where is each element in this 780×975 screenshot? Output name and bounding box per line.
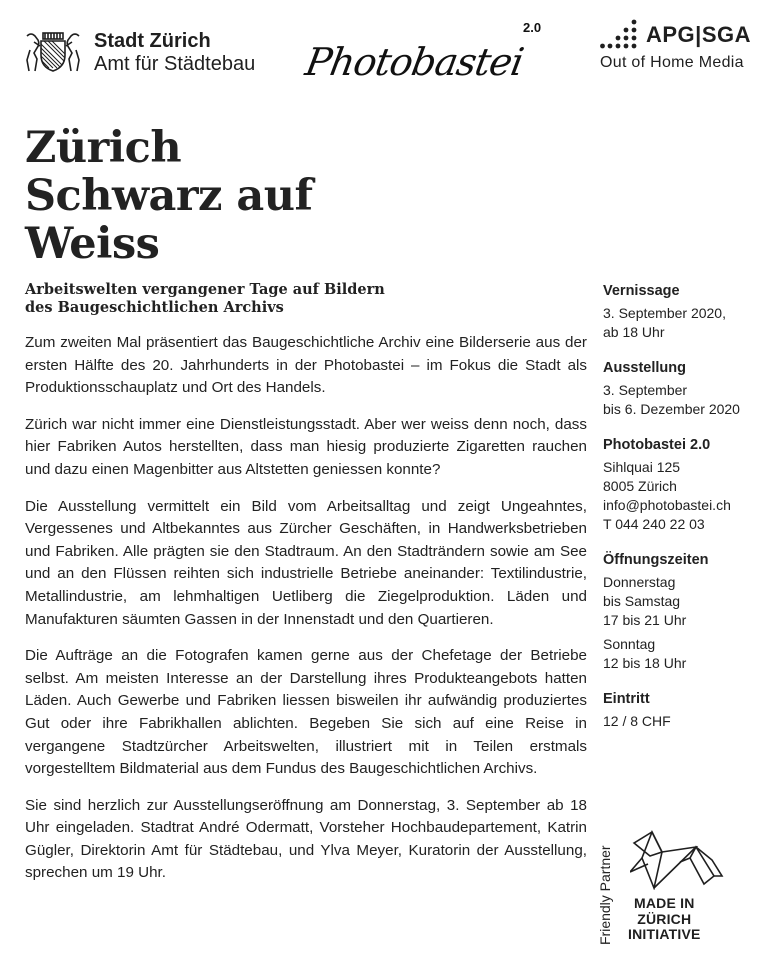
photobastei-logo (300, 18, 560, 92)
title-line-3: Weiss (25, 219, 160, 269)
ausstellung-end: bis 6. Dezember 2020 (603, 401, 740, 417)
body-text (25, 332, 587, 899)
admission-price: 12 / 8 CHF (603, 713, 671, 729)
stadt-zuerich-logo (24, 30, 255, 74)
hours-weekday-2: bis Samstag (603, 593, 681, 609)
hours-sunday-time: 12 bis 18 Uhr (603, 655, 687, 671)
subtitle (25, 281, 385, 317)
hours-heading: Öffnungszeiten (603, 552, 709, 568)
venue-phone: T 044 240 22 03 (603, 516, 705, 532)
apg-sga-logo (600, 18, 751, 72)
ausstellung-start: 3. September (603, 382, 688, 398)
miz-line-1: MADE IN (634, 895, 695, 911)
hours-block (603, 551, 773, 673)
made-in-zurich-logo (628, 896, 701, 943)
vernissage-block (603, 282, 773, 342)
page-title (25, 124, 313, 268)
admission-heading: Eintritt (603, 691, 650, 707)
venue-email-link[interactable]: info@photobastei.ch (603, 497, 731, 513)
zurich-crest-icon (24, 30, 82, 74)
info-sidebar (603, 282, 773, 748)
hours-weekday-1: Donnerstag (603, 574, 676, 590)
photobastei-script: Photobastei (302, 40, 527, 84)
venue-block (603, 436, 773, 534)
subtitle-line-2: des Baugeschichtlichen Archivs (25, 299, 284, 316)
paragraph: Die Aufträge an die Fotografen kamen gerne aus der Chefetage der Betriebe selbst. Am meisten Interesse an der Darstellung ihres Produkteangebots hatten Läden. Auch Gewerbe und Fabriken liessen bisweilen ihr aufwändig produziertes Gut oder ihre Fabrikhallen ablichten. Begeben Sie sich auf eine Reise in vergangene Stadtzürcher Arbeitswelten, illustriert mit in Teilen erstmals vorgestelltem Bildmaterial aus dem Fundus des Baugeschichtlichen Archivs. (25, 647, 587, 778)
city-name: Stadt Zürich (94, 29, 211, 52)
ausstellung-block (603, 359, 773, 419)
paragraph: Sie sind herzlich zur Ausstellungseröffnung am Donnerstag, 3. September ab 18 Uhr eingeladen. Stadtrat André Odermatt, Vorsteher Hochbaudepartement, Katrin Gügler, Direktorin Amt für Städtebau, und Ylva Meyer, Kuratorin der Ausstellung, sprechen um 19 Uhr. (25, 796, 587, 882)
department-name: Amt für Städtebau (94, 52, 256, 75)
venue-heading: Photobastei 2.0 (603, 437, 711, 453)
venue-street: Sihlquai 125 (603, 459, 681, 475)
subtitle-line-1: Arbeitswelten vergangener Tage auf Bildern (25, 281, 385, 298)
paragraph: Zürich war nicht immer eine Dienstleistungsstadt. Aber wer weiss denn noch, dass hier Fabriken Autos herstellten, dass man hiesig produzierte Zigaretten rauchen und dazu einen Magenbitter aus Altstetten geniessen konnte? (25, 415, 587, 478)
hours-weekday-time: 17 bis 21 Uhr (603, 612, 687, 628)
vernissage-time: ab 18 Uhr (603, 324, 665, 340)
ausstellung-heading: Ausstellung (603, 360, 686, 376)
paragraph: Zum zweiten Mal präsentiert das Baugeschichtliche Archiv eine Bilderserie aus der ersten Hälfte des 20. Jahrhunderts in der Photobastei – im Fokus die Stadt als Produktionsschauplatz und Ort des Handels. (25, 334, 587, 397)
vernissage-heading: Vernissage (603, 283, 680, 299)
apg-sga-tagline: Out of Home Media (600, 54, 744, 71)
dot-matrix-icon (600, 18, 640, 52)
paragraph: Die Ausstellung vermittelt ein Bild vom Arbeitsalltag und zeigt Ungeahntes, Vergessenes und Altbekanntes aus Zürcher Geschäften, in Handwerksbetrieben und Fabriken. Alle prägten sie den Stadtraum. An den Stadträndern sowie am See und an den Flüssen reihten sich industrielle Betriebe aneinander: Textilindustrie, Metallindustrie, am lehmhaltigen Uetliberg die Ziegelproduktion. Läden und Manufakturen säumten Gassen in der Innenstadt und den Quartieren. (25, 497, 587, 628)
miz-line-3: INITIATIVE (628, 926, 701, 942)
photobastei-version: 2.0 (523, 20, 542, 35)
origami-lion-icon (630, 830, 726, 890)
miz-line-2: ZÜRICH (637, 910, 692, 927)
title-line-1: Zürich (25, 123, 182, 173)
hours-sunday: Sonntag (603, 636, 656, 652)
apg-sga-name: APG|SGA (646, 22, 752, 47)
title-line-2: Schwarz auf (25, 171, 313, 221)
venue-city: 8005 Zürich (603, 478, 677, 494)
vernissage-date: 3. September 2020, (603, 305, 726, 321)
admission-block (603, 690, 773, 731)
friendly-partner-label: Friendly Partner (597, 845, 613, 945)
